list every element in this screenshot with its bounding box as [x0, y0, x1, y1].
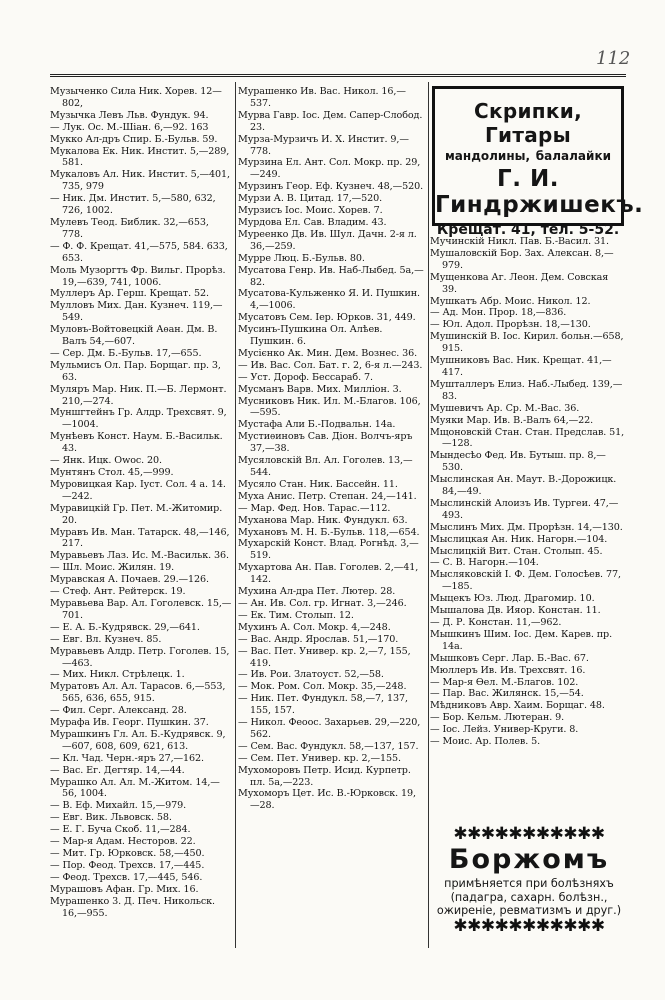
- directory-entry: Мусниковъ Ник. Ил. М.-Благов. 106,—595.: [238, 395, 421, 419]
- directory-entry: — Мих. Никл. Стрѣлецк. 1.: [50, 669, 185, 681]
- directory-entry: Муравьева Вар. Ал. Гоголевск. 15,—701.: [50, 597, 232, 621]
- directory-entry: Мурашовъ Афан. Гр. Мих. 16.: [50, 883, 199, 895]
- directory-entry: Моль Музоргтъ Фр. Вильг. Прорѣз. 19,—639, 741, 1006.: [50, 264, 226, 288]
- directory-entry: Мунтянъ Стол. 45,—999.: [50, 467, 174, 478]
- directory-entry: Мыслинская Ан. Маут. В.-Дорожицк. 84,—49.: [430, 474, 617, 498]
- directory-entry: Муха Анис. Петр. Степан. 24,—141.: [238, 490, 417, 502]
- ad-body: примѣняется при болѣзняхъ (падагра, сахарн. болѣзн., ожиреніе, ревматизмъ и друг.): [436, 877, 622, 917]
- directory-entry: — Фил. Серг. Александ. 28.: [50, 705, 187, 717]
- directory-entry: — Евг. Вик. Львовск. 58.: [50, 812, 172, 824]
- directory-entry: Мухина Ал-дра Пет. Лютер. 28.: [238, 586, 396, 598]
- column-divider-1: [235, 82, 236, 948]
- ad-merchant-name: Г. И. Гиндржишекъ.: [435, 166, 644, 218]
- ad-mandolins: мандолины,: [445, 149, 531, 163]
- ad-address: Крещат. 41, тел. 5-52.: [436, 222, 620, 238]
- directory-entry: Мукко Ал-дръ Спир. Б.-Бульв. 59.: [50, 133, 218, 145]
- directory-entry: Муляръ Мар. Ник. П.—Б. Лермонт. 210,—274.: [50, 383, 227, 407]
- directory-entry: — Пор. Феод. Трехсв. 17,—445.: [50, 859, 205, 871]
- directory-entry: Мурзинъ Геор. Еф. Кузнеч. 48,—520.: [238, 181, 424, 193]
- directory-entry: — С. В. Нагорн.—104.: [430, 557, 539, 569]
- directory-entry: — Сем. Вас. Фундукл. 58,—137, 157.: [238, 740, 419, 752]
- directory-entry: Музыченко Сила Ник. Хорев. 12—802,: [50, 86, 222, 109]
- directory-entry: Мурва Гавр. Іос. Дем. Сапер-Слобод. 23.: [238, 109, 423, 133]
- directory-entry: Муншгтейнъ Гр. Алдр. Трехсвят. 9,—1004.: [50, 407, 227, 431]
- directory-entry: Муханова Мар. Ник. Фундукл. 63.: [238, 514, 408, 526]
- directory-entry: — В. Еф. Михайл. 15,—979.: [50, 800, 187, 812]
- directory-entry: — Стеф. Ант. Рейтерск. 19.: [50, 586, 186, 598]
- directory-entry: Мучинскій Никл. Пав. Б.-Васил. 31.: [430, 236, 609, 247]
- directory-entry: Мухинъ А. Сол. Мокр. 4,—248.: [238, 621, 391, 633]
- directory-entry: Мурзисъ Іос. Моис. Хорев. 7.: [238, 205, 383, 217]
- directory-entry: Мюллеръ Ив. Ив. Трехсвят. 16.: [430, 664, 586, 676]
- directory-column-1: [50, 86, 232, 919]
- directory-entry: Мурафа Ив. Георг. Пушкин. 37.: [50, 717, 209, 729]
- directory-entry: Муровицкая Кар. Іуст. Сол. 4 а. 14.—242.: [50, 478, 226, 502]
- directory-entry: Музычка Левъ Льв. Фундук. 94.: [50, 109, 209, 121]
- directory-entry: Мышкинъ Шим. Іос. Дем. Карев. пр. 14а.: [430, 628, 613, 652]
- ornament-bottom: ✱✱✱✱✱✱✱✱✱✱✱: [453, 915, 605, 936]
- directory-entry: — Мар-я Ѳел. М.-Благов. 102.: [430, 676, 579, 688]
- ad-title: Боржомъ: [448, 844, 610, 875]
- directory-entry: Мурзи А. В. Цитад. 17,—520.: [238, 193, 383, 205]
- directory-entry: Мындесѣо Фед. Ив. Бутыш. пр. 8,—530.: [430, 450, 606, 474]
- directory-entry: Муяки Мар. Ив. В.-Валъ 64,—22.: [430, 414, 594, 426]
- directory-entry: Мышалова Дв. Ияор. Констан. 11.: [430, 605, 601, 617]
- directory-entry: — Вас. Андр. Ярослав. 51,—170.: [238, 633, 399, 645]
- borjom-advertisement: [434, 826, 624, 948]
- directory-entry: Муравьевъ Лаз. Ис. М.-Васильк. 36.: [50, 550, 230, 562]
- top-double-rule: [50, 74, 626, 77]
- directory-entry: — Бор. Кельм. Лютеран. 9.: [430, 712, 565, 724]
- directory-entry: Муравъ Ив. Ман. Татарск. 48,—146, 217.: [50, 526, 230, 550]
- directory-entry: — Мок. Ром. Сол. Мокр. 35,—248.: [238, 681, 407, 693]
- directory-column-2: [238, 86, 424, 812]
- directory-entry: — Е. А. Б.-Кудрявск. 29,—641.: [50, 621, 200, 633]
- directory-entry: — Уст. Дороф. Бессараб. 7.: [238, 371, 373, 383]
- directory-entry: Мѣдниковъ Авр. Хаим. Борщаг. 48.: [430, 700, 605, 712]
- directory-entry: Мыцекъ Юз. Люд. Драгомир. 10.: [430, 593, 595, 605]
- directory-entry: — Шл. Моис. Жилян. 19.: [50, 562, 175, 574]
- directory-entry: — Пар. Вас. Жилянск. 15,—54.: [430, 688, 584, 700]
- directory-entry: — Е. Г. Буча Скоб. 11,—284.: [50, 824, 191, 836]
- directory-entry: Муратовъ Ал. Ал. Тарасов. 6,—553, 565, 636, 655, 915.: [50, 681, 226, 705]
- directory-entry: Мушниковъ Вас. Ник. Крещат. 41,—417.: [430, 355, 612, 378]
- directory-entry: Мышковъ Серг. Лар. Б.-Вас. 67.: [430, 652, 589, 664]
- violin-shop-advertisement: [432, 86, 644, 238]
- directory-entry: — Юл. Адол. Прорѣзн. 18,—130.: [430, 319, 591, 331]
- directory-entry: Мурза-Мурзичъ И. Х. Инстит. 9,—778.: [238, 133, 409, 157]
- directory-entry: — Моис. Ар. Полев. 5.: [430, 736, 541, 748]
- directory-entry: Муреенко Дв. Ив. Шул. Дачн. 2-я л. 36,—259.: [238, 228, 417, 252]
- directory-entry: Мурашкинъ Гл. Ал. Б.-Кудрявск. 9,—607, 608, 609, 621, 613.: [50, 728, 226, 752]
- directory-entry: — Ник. Пет. Фундукл. 58,—7, 137, 155, 157.: [238, 693, 408, 717]
- directory-entry: Мухартова Ан. Пав. Гоголев. 2,—41, 142.: [238, 562, 419, 586]
- directory-entry: Мурзина Ел. Ант. Сол. Мокр. пр. 29,—249.: [238, 157, 421, 181]
- directory-entry: Мыслинскій Алоизъ Ив. Тургеи. 47,—493.: [430, 497, 619, 521]
- directory-entry: Мурре Люц. Б.-Бульв. 80.: [238, 252, 365, 264]
- directory-entry: Мыслинъ Мих. Дм. Прорѣзн. 14,—130.: [430, 521, 623, 533]
- directory-entry: Мустафа Али Б.-Подвальн. 14а.: [238, 419, 396, 431]
- ad-balalaikas: балалайки: [535, 149, 611, 163]
- directory-entry: — Д. Р. Констан. 11,—962.: [430, 617, 562, 628]
- directory-entry: Мущенкова Аг. Леон. Дем. Совская 39.: [430, 271, 609, 295]
- directory-entry: Мусяло Стан. Ник. Бассейн. 11.: [238, 478, 398, 490]
- directory-entry: — Мар-я Адам. Несторов. 22.: [50, 836, 196, 848]
- ad-headline: Скрипки, Гитары: [474, 99, 582, 147]
- directory-entry: Мусатова-Кульженко Я. И. Пушкин. 4,—1006.: [238, 288, 420, 312]
- directory-entry: Муравская А. Почаев. 29.—126.: [50, 574, 209, 586]
- directory-entry: Мукаловъ Ал. Ник. Инстит. 5,—401, 735, 979: [50, 169, 230, 193]
- directory-column-3: [430, 236, 626, 748]
- page-number: 112: [596, 48, 631, 69]
- directory-entry: — Вас. Пет. Универ. кр. 2,—7, 155, 419.: [238, 645, 411, 669]
- directory-entry: Мыслицкій Вит. Стан. Столып. 45.: [430, 545, 603, 557]
- directory-entry: — Лук. Ос. М.-Шіан. 6,—92. 163: [50, 121, 209, 133]
- directory-entry: Мурдова Ел. Сав. Владим. 43.: [238, 216, 387, 228]
- directory-entry: Мушинскій В. Іос. Кирил. больн.—658, 915.: [430, 331, 624, 355]
- directory-entry: Мулевъ Теод. Библик. 32,—653, 778.: [50, 216, 209, 240]
- directory-entry: Мурашко Ал. Ал. М.-Житом. 14,—56, 1004.: [50, 776, 220, 800]
- directory-entry: Мушаловскій Бор. Зах. Алексан. 8,—979.: [430, 247, 614, 271]
- directory-entry: Мысляковскій I. Ф. Дем. Голосѣев. 77,—185.: [430, 569, 621, 593]
- directory-entry: — Вас. Ег. Дегтяр. 14,—44.: [50, 764, 185, 776]
- directory-entry: Мыслицкая Ан. Ник. Нагорн.—104.: [430, 533, 608, 545]
- directory-entry: Мульмисъ Ол. Пар. Борщаг. пр. 3, 63.: [50, 359, 221, 383]
- directory-entry: — Сем. Пет. Универ. кр. 2,—155.: [238, 752, 401, 764]
- directory-entry: Мунѣевъ Конст. Наум. Б.-Васильк. 43.: [50, 431, 223, 455]
- directory-entry: Мусяловскій Вл. Ал. Гоголев. 13,—544.: [238, 455, 413, 478]
- directory-entry: — Янк. Ицк. Owoc. 20.: [50, 455, 162, 467]
- directory-entry: Мушкатъ Абр. Моис. Никол. 12.: [430, 295, 591, 307]
- directory-entry: — Іос. Лейз. Универ-Круги. 8.: [430, 724, 579, 736]
- column-divider-2: [428, 82, 429, 948]
- directory-entry: — Мит. Гр. Юрковск. 58,—450.: [50, 848, 205, 859]
- directory-entry: — Сер. Дм. Б.-Бульв. 17,—655.: [50, 347, 202, 359]
- directory-entry: Мусатова Генр. Ив. Наб-Лыбед. 5а,—82.: [238, 264, 424, 288]
- directory-entry: — Ф. Ф. Крещат. 41,—575, 584. 633, 653.: [50, 240, 228, 264]
- directory-entry: Мурашенко 3. Д. Печ. Никольск. 16,—955.: [50, 895, 215, 919]
- directory-entry: Мулловъ Мих. Дан. Кузнеч. 119,—549.: [50, 300, 223, 324]
- directory-entry: Мушевичъ Ар. Ср. М.-Вас. 36.: [430, 402, 580, 414]
- directory-entry: Мухановъ М. Н. Б.-Бульв. 118,—654.: [238, 526, 420, 538]
- directory-entry: Мустиѳиновъ Сав. Діон. Волчъ-яръ 37,—38.: [238, 431, 413, 455]
- directory-entry: — Никол. Феоос. Захарьев. 29,—220, 562.: [238, 717, 421, 740]
- directory-entry: — Ан. Ив. Сол. гр. Игнат. 3,—246.: [238, 597, 407, 609]
- directory-entry: Муллеръ Ар. Герш. Крещат. 52.: [50, 288, 209, 300]
- directory-entry: Мушталлеръ Елиз. Наб.-Лыбед. 139,—83.: [430, 378, 623, 402]
- directory-entry: — Ек. Тим. Столып. 12.: [238, 609, 354, 621]
- directory-entry: Мусієнко Ак. Мин. Дем. Вознес. 36.: [238, 347, 418, 359]
- directory-entry: — Ив. Рои. Златоуст. 52,—58.: [238, 669, 384, 681]
- directory-entry: — Евг. Вл. Кузнеч. 85.: [50, 633, 162, 645]
- directory-entry: Мухоморъ Цет. Ис. В.-Юрковск. 19,—28.: [238, 788, 417, 812]
- directory-entry: Мщоновскій Стан. Стан. Предслав. 51,—128.: [430, 426, 625, 450]
- directory-entry: — Ив. Вас. Сол. Бат. г. 2, 6-я л.—243.: [238, 359, 423, 371]
- directory-entry: Мусманъ Варв. Мих. Милліон. 3.: [238, 383, 402, 395]
- directory-entry: Мусатовъ Сем. Іер. Юрков. 31, 449.: [238, 312, 416, 324]
- directory-entry: Мухоморовъ Петр. Исид. Курпетр. пл. 5а,—223.: [238, 764, 411, 788]
- directory-entry: — Ад. Мон. Прор. 18,—836.: [430, 307, 567, 319]
- directory-entry: — Ник. Дм. Инстит. 5,—580, 632, 726, 1002.: [50, 193, 216, 217]
- directory-entry: Мусинъ-Пушкина Ол. Алѣев. Пушкин. 6.: [238, 324, 383, 348]
- directory-entry: Муравьевъ Алдр. Петр. Гоголев. 15,—463.: [50, 645, 230, 669]
- directory-entry: Муловъ-Войтовецкій Аѳан. Дм. В. Валъ 54,—607.: [50, 324, 218, 348]
- directory-entry: — Феод. Трехсв. 17,—445, 546.: [50, 871, 203, 883]
- directory-entry: Муравицкій Гр. Пет. М.-Житомир. 20.: [50, 502, 223, 526]
- ad-subline: [435, 149, 621, 163]
- directory-entry: — Мар. Фед. Нов. Тарас.—112.: [238, 502, 391, 514]
- directory-entry: Мукалова Ек. Ник. Инстит. 5,—289, 581.: [50, 145, 230, 169]
- ornament-top: ✱✱✱✱✱✱✱✱✱✱✱: [453, 824, 605, 844]
- directory-entry: Мурашенко Ив. Вас. Никол. 16,—537.: [238, 86, 406, 109]
- directory-entry: Мухарскій Конст. Влад. Рогнѣд. 3,—519.: [238, 538, 419, 562]
- directory-entry: — Кл. Чад. Черн.-яръ 27,—162.: [50, 752, 204, 764]
